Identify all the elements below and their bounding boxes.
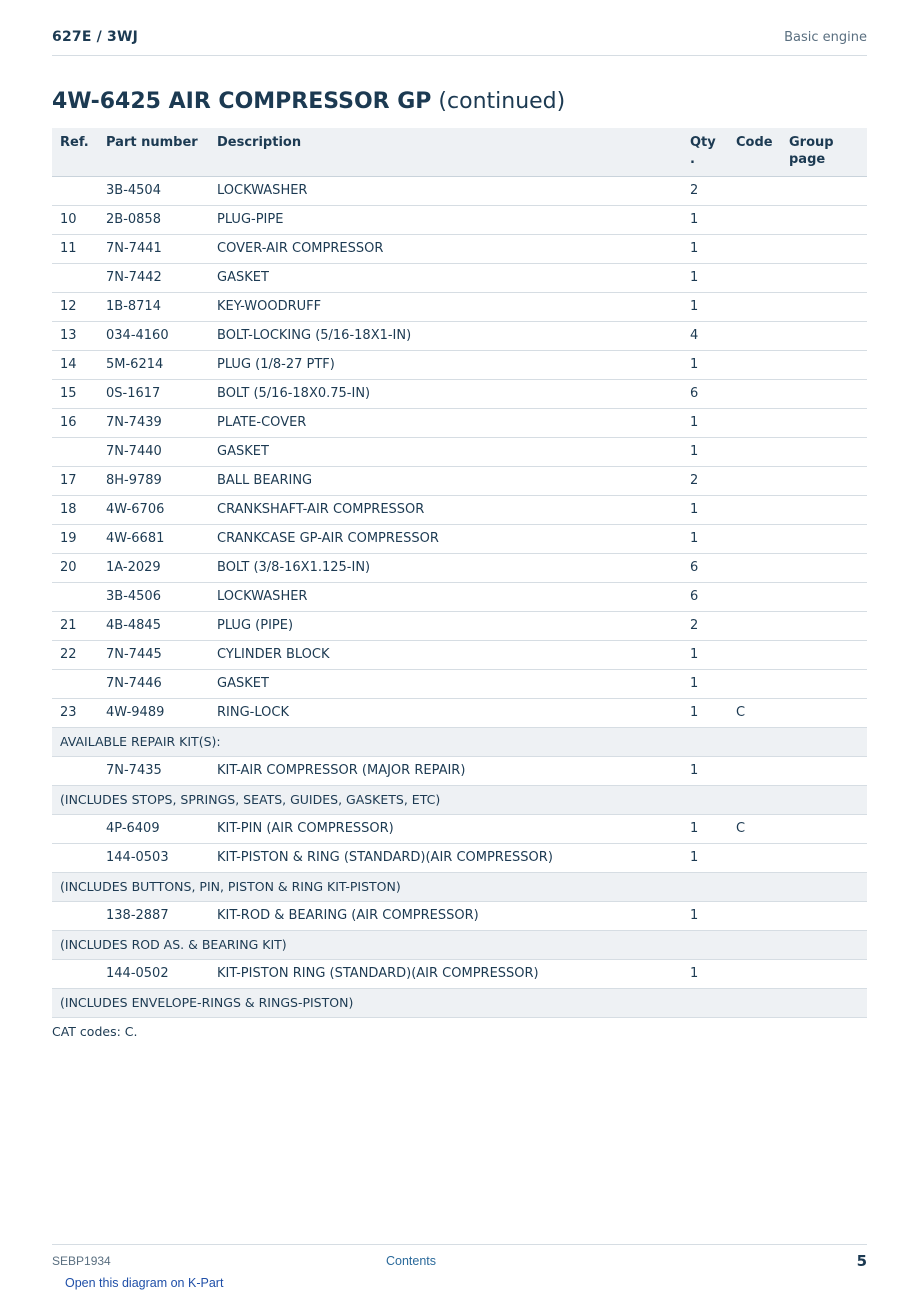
table-row [52,205,867,234]
table-row [52,176,867,205]
table-row [52,640,867,669]
qty-cell: 1 [682,814,728,843]
code-cell: C [728,814,781,843]
column-header-part-number: Part number [98,128,209,176]
table-row [52,321,867,350]
part-number-cell: 8H-9789 [98,466,209,495]
table-row [52,843,867,872]
table-row [52,263,867,292]
part-number-cell: 7N-7442 [98,263,209,292]
code-cell [728,466,781,495]
code-cell [728,263,781,292]
title-suffix: (continued) [431,89,566,114]
qty-cell: 1 [682,959,728,988]
qty-cell: 6 [682,379,728,408]
code-cell [728,234,781,263]
description-cell: PLUG (PIPE) [209,611,682,640]
column-header-ref: Ref. [52,128,98,176]
code-cell [728,408,781,437]
part-number-cell: 138-2887 [98,901,209,930]
qty-cell: 1 [682,234,728,263]
description-cell: PLUG-PIPE [209,205,682,234]
ref-cell [52,176,98,205]
ref-cell: 17 [52,466,98,495]
note-row [52,930,867,959]
description-cell: KIT-AIR COMPRESSOR (MAJOR REPAIR) [209,756,682,785]
table-row [52,466,867,495]
qty-cell: 1 [682,350,728,379]
part-number-cell: 5M-6214 [98,350,209,379]
code-cell [728,553,781,582]
parts-table-body [52,176,867,1017]
qty-cell: 2 [682,611,728,640]
group-page-cell [781,959,867,988]
ref-cell [52,959,98,988]
group-page-cell [781,698,867,727]
ref-cell: 11 [52,234,98,263]
group-page-cell [781,901,867,930]
code-cell [728,176,781,205]
page-header [52,29,867,56]
description-cell: KIT-PISTON & RING (STANDARD)(AIR COMPRESSOR) [209,843,682,872]
part-number-cell: 3B-4504 [98,176,209,205]
part-number-cell: 4W-6706 [98,495,209,524]
description-cell: KIT-PIN (AIR COMPRESSOR) [209,814,682,843]
part-number-cell: 4W-9489 [98,698,209,727]
code-cell [728,959,781,988]
ref-cell [52,901,98,930]
qty-cell: 1 [682,524,728,553]
code-cell: C [728,698,781,727]
code-cell [728,205,781,234]
group-page-cell [781,640,867,669]
ref-cell: 21 [52,611,98,640]
note-text: (INCLUDES BUTTONS, PIN, PISTON & RING KIT-PISTON) [52,872,867,901]
table-header-row [52,128,867,176]
ref-cell: 14 [52,350,98,379]
table-row [52,959,867,988]
table-row [52,524,867,553]
note-text: (INCLUDES STOPS, SPRINGS, SEATS, GUIDES, GASKETS, ETC) [52,785,867,814]
description-cell: BOLT (3/8-16X1.125-IN) [209,553,682,582]
code-cell [728,901,781,930]
group-title: 4W-6425 AIR COMPRESSOR GP [52,89,432,114]
page-title [52,89,565,114]
note-text: AVAILABLE REPAIR KIT(S): [52,727,867,756]
table-row [52,292,867,321]
description-cell: GASKET [209,263,682,292]
ref-cell: 18 [52,495,98,524]
ref-cell [52,263,98,292]
description-cell: GASKET [209,669,682,698]
column-header-group-page: Group page [781,128,867,176]
group-page-cell [781,843,867,872]
qty-cell: 1 [682,756,728,785]
column-header-qty: Qty . [682,128,728,176]
column-header-description: Description [209,128,682,176]
group-page-cell [781,669,867,698]
table-row [52,495,867,524]
part-number-cell: 4B-4845 [98,611,209,640]
table-row [52,379,867,408]
code-cell [728,843,781,872]
part-number-cell: 7N-7441 [98,234,209,263]
table-row [52,611,867,640]
qty-cell: 1 [682,669,728,698]
qty-cell: 1 [682,263,728,292]
description-cell: BOLT (5/16-18X0.75-IN) [209,379,682,408]
ref-cell [52,669,98,698]
qty-cell: 2 [682,466,728,495]
code-cell [728,321,781,350]
description-cell: CYLINDER BLOCK [209,640,682,669]
ref-cell [52,437,98,466]
group-page-cell [781,495,867,524]
code-cell [728,379,781,408]
qty-cell: 1 [682,901,728,930]
document-id: SEBP1934 [52,1254,111,1268]
group-page-cell [781,234,867,263]
table-row [52,234,867,263]
part-number-cell: 3B-4506 [98,582,209,611]
group-page-cell [781,263,867,292]
code-cell [728,495,781,524]
page-number: 5 [856,1252,867,1270]
group-page-cell [781,408,867,437]
section-name: Basic engine [784,30,867,45]
table-row [52,901,867,930]
qty-cell: 6 [682,553,728,582]
parts-table [52,128,867,1018]
group-page-cell [781,205,867,234]
note-text: (INCLUDES ROD AS. & BEARING KIT) [52,930,867,959]
part-number-cell: 034-4160 [98,321,209,350]
qty-cell: 1 [682,408,728,437]
code-cell [728,611,781,640]
table-row [52,814,867,843]
ref-cell: 22 [52,640,98,669]
group-page-cell [781,582,867,611]
group-page-cell [781,292,867,321]
ref-cell: 20 [52,553,98,582]
part-number-cell: 144-0502 [98,959,209,988]
table-row [52,698,867,727]
part-number-cell: 7N-7446 [98,669,209,698]
qty-cell: 4 [682,321,728,350]
note-row [52,988,867,1017]
part-number-cell: 4W-6681 [98,524,209,553]
qty-cell: 1 [682,205,728,234]
note-row [52,727,867,756]
part-number-cell: 0S-1617 [98,379,209,408]
qty-cell: 1 [682,640,728,669]
table-row [52,669,867,698]
group-page-cell [781,176,867,205]
qty-cell: 1 [682,698,728,727]
note-text: (INCLUDES ENVELOPE-RINGS & RINGS-PISTON) [52,988,867,1017]
ref-cell: 16 [52,408,98,437]
description-cell: KIT-ROD & BEARING (AIR COMPRESSOR) [209,901,682,930]
ref-cell [52,814,98,843]
table-row [52,350,867,379]
qty-cell: 1 [682,437,728,466]
group-page-cell [781,350,867,379]
qty-cell: 1 [682,843,728,872]
ref-cell [52,843,98,872]
description-cell: RING-LOCK [209,698,682,727]
description-cell: KEY-WOODRUFF [209,292,682,321]
description-cell: COVER-AIR COMPRESSOR [209,234,682,263]
code-cell [728,669,781,698]
description-cell: PLATE-COVER [209,408,682,437]
group-page-cell [781,379,867,408]
description-cell: BALL BEARING [209,466,682,495]
column-header-code: Code [728,128,781,176]
part-number-cell: 7N-7445 [98,640,209,669]
qty-cell: 1 [682,292,728,321]
table-row [52,553,867,582]
table-row [52,437,867,466]
group-page-cell [781,814,867,843]
ref-cell: 13 [52,321,98,350]
ref-cell [52,756,98,785]
ref-cell: 12 [52,292,98,321]
code-cell [728,756,781,785]
description-cell: PLUG (1/8-27 PTF) [209,350,682,379]
group-page-cell [781,553,867,582]
group-page-cell [781,611,867,640]
part-number-cell: 1A-2029 [98,553,209,582]
model-label: 627E / 3WJ [52,29,139,45]
part-number-cell: 144-0503 [98,843,209,872]
note-row [52,785,867,814]
code-cell [728,350,781,379]
ref-cell: 15 [52,379,98,408]
qty-cell: 1 [682,495,728,524]
ref-cell: 23 [52,698,98,727]
ref-cell: 10 [52,205,98,234]
code-cell [728,292,781,321]
open-diagram-link[interactable]: Open this diagram on K-Part [65,1276,224,1290]
description-cell: CRANKSHAFT-AIR COMPRESSOR [209,495,682,524]
description-cell: GASKET [209,437,682,466]
contents-link[interactable]: Contents [386,1254,437,1268]
note-row [52,872,867,901]
code-cell [728,524,781,553]
description-cell: CRANKCASE GP-AIR COMPRESSOR [209,524,682,553]
group-page-cell [781,437,867,466]
description-cell: BOLT-LOCKING (5/16-18X1-IN) [209,321,682,350]
code-cell [728,437,781,466]
group-page-cell [781,466,867,495]
group-page-cell [781,321,867,350]
group-page-cell [781,524,867,553]
part-number-cell: 4P-6409 [98,814,209,843]
part-number-cell: 7N-7440 [98,437,209,466]
code-cell [728,640,781,669]
description-cell: LOCKWASHER [209,582,682,611]
cat-codes-footnote: CAT codes: C. [52,1024,138,1039]
part-number-cell: 2B-0858 [98,205,209,234]
ref-cell [52,582,98,611]
qty-cell: 2 [682,176,728,205]
table-row [52,582,867,611]
code-cell [728,582,781,611]
part-number-cell: 7N-7439 [98,408,209,437]
page-footer [52,1244,867,1275]
part-number-cell: 7N-7435 [98,756,209,785]
part-number-cell: 1B-8714 [98,292,209,321]
table-row [52,756,867,785]
ref-cell: 19 [52,524,98,553]
description-cell: KIT-PISTON RING (STANDARD)(AIR COMPRESSOR) [209,959,682,988]
group-page-cell [781,756,867,785]
qty-cell: 6 [682,582,728,611]
table-row [52,408,867,437]
description-cell: LOCKWASHER [209,176,682,205]
